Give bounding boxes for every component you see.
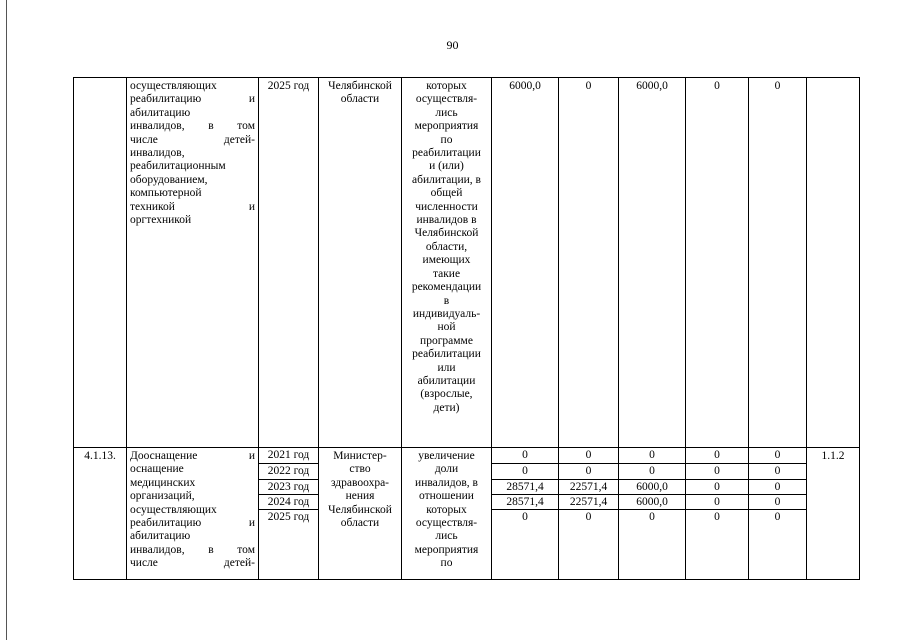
cell-values: 0 0 22571,4 22571,4 0 [559, 448, 619, 580]
cell-indicator: которых осуществля- лись мероприятия по реабилитации и (или) абилитации, в общей численности инвалидов в Челябинской области, имеющих такие рекомендации в индивидуаль- ной программе реабилитации или абилитации (взрослые, дети) [402, 78, 492, 448]
table-row-4-1-13 [74, 448, 860, 580]
cell-value: 0 [559, 78, 619, 448]
cell-values: 0 0 0 0 0 [749, 448, 807, 580]
cell-measure: Дооснащение и оснащение медицинских организаций, осуществляющих реабилитацию и абилитацию инвалидов, в том числе детей- [127, 448, 259, 580]
page-number: 90 [446, 38, 459, 52]
cell-link: 1.1.2 [807, 448, 860, 580]
cell-value: 0 [686, 78, 749, 448]
cell-measure: осуществляющих реабилитацию и абилитацию инвалидов, в том числе детей- инвалидов, реабилитационным оборудованием, компьютерной техникой и оргтехникой [127, 78, 259, 448]
cell-indicator: увеличение доли инвалидов, в отношении которых осуществля- лись мероприятия по [402, 448, 492, 580]
cell-number [74, 78, 127, 448]
cell-value: 6000,0 [492, 78, 559, 448]
cell-years: 2021 год 2022 год 2023 год 2024 год 2025 год [259, 448, 319, 580]
cell-number: 4.1.13. [74, 448, 127, 580]
scan-edge-line [6, 0, 7, 640]
cell-value: 6000,0 [619, 78, 686, 448]
cell-values: 0 0 28571,4 28571,4 0 [492, 448, 559, 580]
cell-values: 0 0 6000,0 6000,0 0 [619, 448, 686, 580]
cell-executor: Министер- ство здравоохра- нения Челябинской области [319, 448, 402, 580]
cell-value: 0 [749, 78, 807, 448]
cell-year: 2025 год [259, 78, 319, 448]
cell-executor: Челябинской области [319, 78, 402, 448]
table-row-continuation [74, 78, 860, 448]
program-table [73, 77, 860, 580]
cell-link [807, 78, 860, 448]
cell-values: 0 0 0 0 0 [686, 448, 749, 580]
